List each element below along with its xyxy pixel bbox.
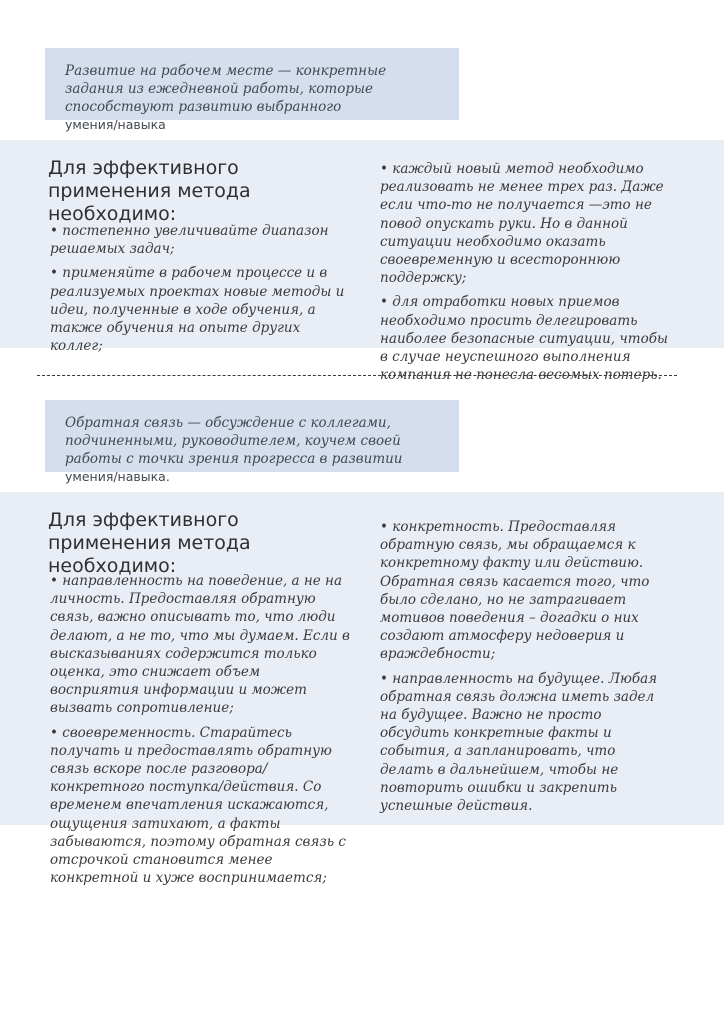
list-item: • направленность на будущее. Любая обратная связь должна иметь задел на будущее. Важно не просто обсудить конкретные факты и события, а запланировать, что делать в дальнейшем, чтобы не повторить ошибки и закрепить успешные действия.: [380, 670, 658, 815]
definition-text: Развитие на рабочем месте — конкретные задания из ежедневной работы, которые способствуют развитию выбранного: [65, 63, 387, 115]
list-item: • конкретность. Предоставляя обратную связь, мы обращаемся к конкретному факту или действию. Обратная связь касается того, что было сделано, но не затрагивает мотивов поведения – догадки о них создают атмосферу недоверия и враждебности;: [380, 519, 650, 663]
section-heading-2: Для эффективного применения метода необходимо:: [48, 509, 251, 577]
definition-tail: умения/навыка.: [65, 469, 170, 484]
list-item: • применяйте в рабочем процессе и в реализуемых проектах новые методы и идеи, полученные в ходе обучения, а также обучения на опыте других коллег;: [50, 265, 345, 355]
list-item: • своевременность. Старайтесь получать и предоставлять обратную связь вскоре после разговора/ конкретного поступка/действия. Со временем впечатления искажаются, ощущения затихают, а факты забываются, поэтому обратная связь с отсрочкой становится менее конкретной и хуже воспринимается;: [50, 724, 346, 887]
section-heading-1: Для эффективного применения метода необходимо:: [48, 157, 251, 225]
list-item: • постепенно увеличивайте диапазон решаемых задач;: [50, 223, 329, 258]
definition-box-feedback: [45, 400, 459, 484]
left-column-2: [50, 572, 352, 893]
definition-tail: умения/навыка: [65, 117, 166, 132]
right-column-1: [380, 160, 670, 390]
definition-box-workplace-development: [45, 48, 459, 132]
left-column-1: [50, 222, 350, 361]
list-item: • каждый новый метод необходимо реализовать не менее трех раз. Даже если что-то не получается —это не повод опускать руки. Но в данной ситуации необходимо оказать своевременную и всестороннюю поддержку;: [380, 161, 664, 287]
dashed-divider: [37, 375, 677, 376]
list-item: • направленность на поведение, а не на личность. Предоставляя обратную связь, важно описывать то, что люди делают, а не то, что мы думаем. Если в высказываниях содержится только оценка, это снижает объем восприятия информации и может вызвать сопротивление;: [50, 573, 350, 717]
list-item: • для отработки новых приемов необходимо просить делегировать наиболее безопасные ситуации, чтобы в случае неуспешного выполнения компания не понесла весомых потерь.: [380, 294, 668, 384]
definition-text: Обратная связь — обсуждение с коллегами, подчиненными, руководителем, коучем своей работы с точки зрения прогресса в развитии: [65, 415, 403, 467]
right-column-2: [380, 518, 672, 821]
